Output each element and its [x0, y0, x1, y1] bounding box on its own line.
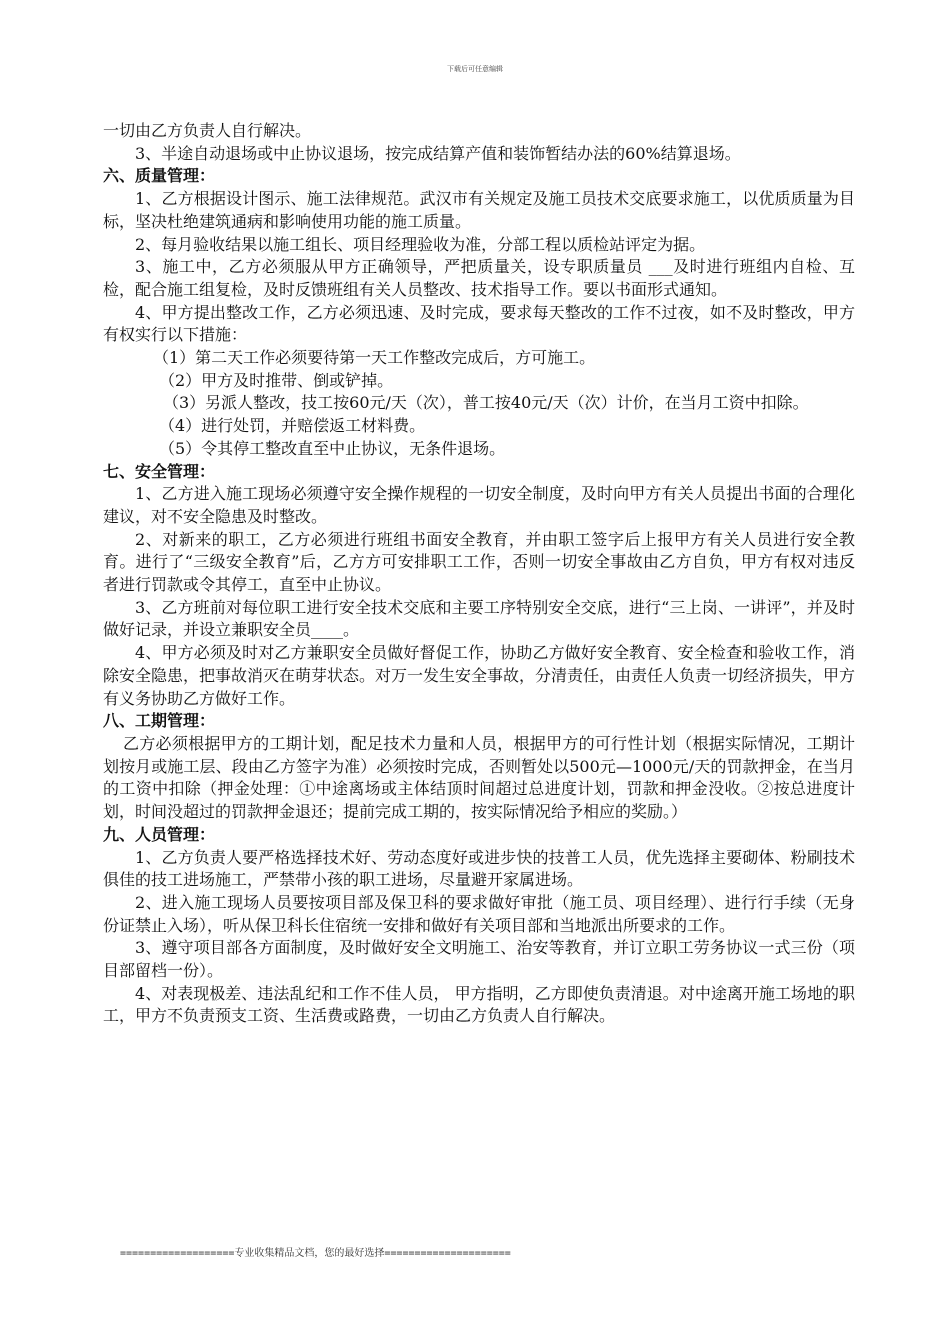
list-item: （5）令其停工整改直至中止协议，无条件退场。 — [159, 438, 506, 458]
paragraph: 2、进入施工现场人员要按项目部及保卫科的要求做好审批（施工员、项目经理）、进行行手续（无身份证禁止入场），听从保卫科长住宿统一安排和做好有关项目部和当地派出所要求的工作。 — [103, 892, 855, 935]
section-heading-safety: 七、安全管理： — [103, 461, 216, 481]
paragraph: 3、施工中，乙方必须服从甲方正确领导，严把质量关，设专职质量员 ___及时进行班组内自检、互检，配合施工组复检，及时反馈班组有关人员整改、技术指导工作。要以书面形式通知。 — [103, 257, 855, 299]
paragraph: 4、甲方提出整改工作，乙方必须迅速、及时完成，要求每天整改的工作不过夜，如不及时整改，甲方有权实行以下措施： — [103, 302, 855, 345]
paragraph: 3、乙方班前对每位职工进行安全技术交底和主要工序特别安全交底，进行“三上岗、一讲评”，并及时做好记录，并设立兼职安全员____。 — [103, 597, 855, 640]
section-heading-quality: 六、质量管理： — [103, 166, 216, 186]
list-item: （3）另派人整改，技工按60元/天（次），普工按40元/天（次）计价，在当月工资中扣除。 — [163, 393, 809, 413]
paragraph: 3、遵守项目部各方面制度，及时做好安全文明施工、治安等教育，并订立职工劳务协议一式三份（项目部留档一份）。 — [103, 938, 855, 981]
list-item: （2）甲方及时推带、倒或铲掉。 — [159, 370, 394, 390]
paragraph: 2、每月验收结果以施工组长、项目经理验收为准，分部工程以质检站评定为据。 — [135, 234, 706, 254]
page-footer: ===================专业收集精品文档，您的最好选择===================== — [120, 1248, 511, 1259]
paragraph: 乙方必须根据甲方的工期计划，配足技术力量和人员，根据甲方的可行性计划（根据实际情况，工期计划按月或施工层、段由乙方签字为准）必须按时完成，否则暂处以500元—1000元/天的罚款押金，在当月的工资中扣除（押金处理：①中途离场或主体结顶时间超过总进度计划，罚款和押金没收。②按总进度计划，时间没超过的罚款押金退还；提前完成工期的，按实际情况给予相应的奖励。） — [103, 733, 855, 822]
document-body — [103, 120, 855, 1028]
section-heading-personnel: 九、人员管理： — [103, 824, 216, 844]
paragraph: 1、乙方根据设计图示、施工法律规范。武汉市有关规定及施工员技术交底要求施工，以优质质量为目标，坚决杜绝建筑通病和影响使用功能的施工质量。 — [103, 189, 855, 231]
paragraph: 4、对表现极差、违法乱纪和工作不佳人员， 甲方指明，乙方即使负责清退。对中途离开施工场地的职工，甲方不负责预支工资、生活费或路费，一切由乙方负责人自行解决。 — [103, 983, 855, 1026]
paragraph: 3、半途自动退场或中止协议退场，按完成结算产值和装饰暂结办法的60%结算退场。 — [135, 143, 741, 163]
list-item: （1）第二天工作必须要待第一天工作整改完成后，方可施工。 — [153, 348, 596, 368]
paragraph: 1、乙方负责人要严格选择技术好、劳动态度好或进步快的技普工人员，优先选择主要砌体、粉刷技术俱佳的技工进场施工，严禁带小孩的职工进场，尽量避开家属进场。 — [103, 847, 855, 890]
paragraph: 1、乙方进入施工现场必须遵守安全操作规程的一切安全制度，及时向甲方有关人员提出书面的合理化建议，对不安全隐患及时整改。 — [103, 484, 855, 526]
page-header: 下载后可任意编辑 — [447, 65, 503, 73]
paragraph: 2、对新来的职工，乙方必须进行班组书面安全教育，并由职工签字后上报甲方有关人员进行安全教育。进行了“三级安全教育”后，乙方方可安排职工工作，否则一切安全事故由乙方自负，甲方有权对违反者进行罚款或令其停工，直至中止协议。 — [103, 529, 855, 595]
paragraph: 4、甲方必须及时对乙方兼职安全员做好督促工作，协助乙方做好安全教育、安全检查和验收工作，消除安全隐患，把事故消灭在萌芽状态。对万一发生安全事故，分清责任，由责任人负责一切经济损失，甲方有义务协助乙方做好工作。 — [103, 643, 856, 708]
list-item: （4）进行处罚，并赔偿返工材料费。 — [159, 416, 426, 436]
paragraph: 一切由乙方负责人自行解决。 — [103, 121, 312, 140]
section-heading-schedule: 八、工期管理： — [103, 711, 216, 731]
